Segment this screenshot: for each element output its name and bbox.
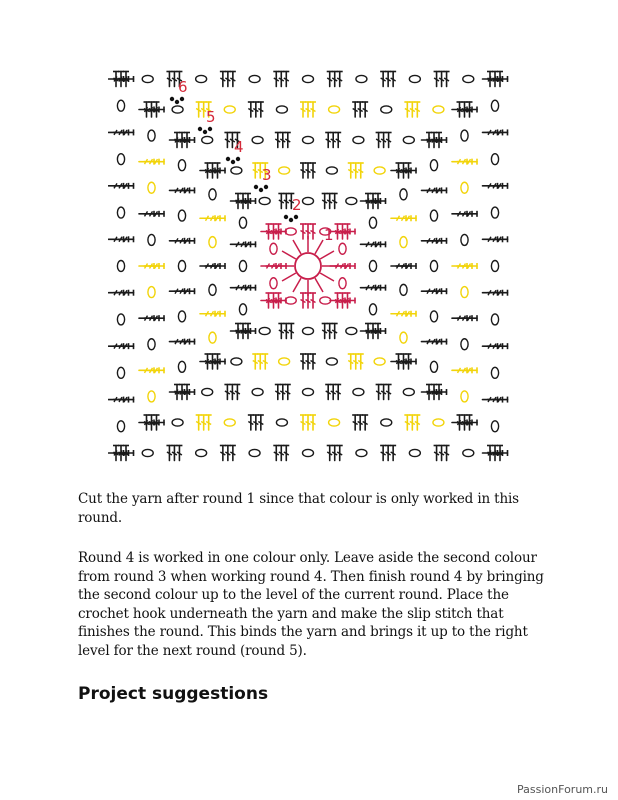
round-label-2: 2 xyxy=(292,196,302,214)
slip-dot xyxy=(264,185,268,189)
crochet-chart-svg xyxy=(108,70,520,470)
round-label-4: 4 xyxy=(234,138,244,156)
slip-dot xyxy=(198,127,202,131)
slip-dot xyxy=(259,188,263,192)
slip-dot xyxy=(231,160,235,164)
centre-ring xyxy=(278,236,338,296)
slip-dot xyxy=(226,157,230,161)
slip-dot xyxy=(180,97,184,101)
instruction-paragraph-2: Round 4 is worked in one colour only. Leave aside the second colour from round 3 when working round 4. Then finish round 4 by bringing the second colour up to the level of the current round. Place the crochet hook underneath the yarn and make the slip stitch that finishes the round. This binds the yarn and brings it up to the right level for the next round (round 5). xyxy=(78,550,544,659)
round-3 xyxy=(200,163,416,369)
slip-dot xyxy=(175,100,179,104)
slip-dot xyxy=(203,130,207,134)
round-5 xyxy=(139,102,477,430)
slip-dot xyxy=(254,185,258,189)
slip-dot xyxy=(236,157,240,161)
round-2 xyxy=(231,194,386,339)
slip-dot xyxy=(208,127,212,131)
slip-dot xyxy=(170,97,174,101)
slip-dot xyxy=(284,215,288,219)
round-label-6: 6 xyxy=(178,78,188,96)
round-label-5: 5 xyxy=(206,108,216,126)
slip-dot xyxy=(294,215,298,219)
slip-dot xyxy=(289,218,293,222)
round-label-3: 3 xyxy=(262,166,272,184)
round-6 xyxy=(109,72,508,461)
watermark: PassionForum.ru xyxy=(517,783,608,796)
round-label-1: 1 xyxy=(324,226,334,244)
instruction-paragraph-1: Cut the yarn after round 1 since that colour is only worked in this round. xyxy=(78,491,519,526)
section-heading: Project suggestions xyxy=(78,684,269,704)
crochet-chart xyxy=(108,70,520,470)
